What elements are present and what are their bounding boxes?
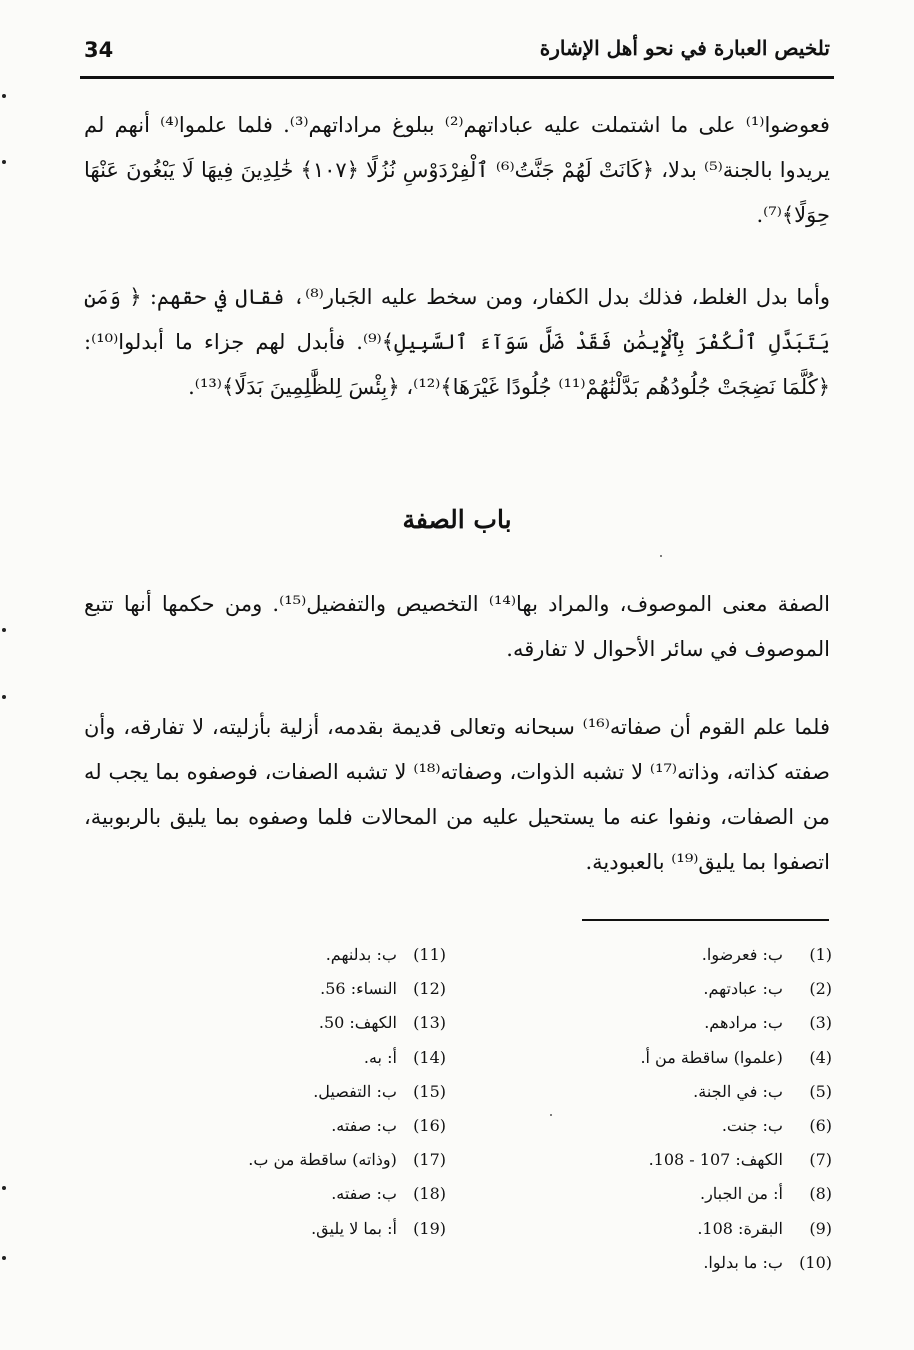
- footnote-number: (18): [413, 1184, 446, 1204]
- footnote-number: (8): [809, 1184, 832, 1204]
- paragraph-sifat-qawm: فلما علم القوم أن صفاته⁽¹⁶⁾ سبحانه وتعالى قديمة بقدمه، أزلية بأزليته، لا تفارقه، وأن صفته كذاته، وذاته⁽¹⁷⁾ لا تشبه الذوات، وصفاته⁽¹⁸⁾ لا تشبه الصفات، فوصفوه بما يجب له من الصفات، ونفوا عنه ما يستحيل عليه من المحالات فلما وصفوه بما يليق بالربوبية، اتصفوا بما يليق⁽¹⁹⁾ بالعبودية.: [84, 715, 830, 874]
- footnotes-right-column: [640, 938, 832, 1280]
- footnote-text: (علموا) ساقطة من أ.: [640, 1047, 783, 1067]
- footnote-item: [640, 1177, 832, 1211]
- scan-margin-mark: [2, 94, 6, 98]
- footnote-item: [640, 1075, 832, 1109]
- footnote-text: ب: صفته.: [331, 1184, 397, 1204]
- footnote-number: (5): [809, 1081, 832, 1101]
- footnote-item: [640, 1212, 832, 1246]
- scan-margin-mark: [2, 1256, 6, 1260]
- footnote-text: أ: من الجبار.: [699, 1184, 783, 1204]
- footnote-number: (6): [809, 1115, 832, 1135]
- footnote-text: ب: عبادتهم.: [703, 979, 783, 999]
- footnote-number: (12): [413, 979, 446, 999]
- footnote-number: (16): [413, 1115, 446, 1135]
- footnote-number: (11): [413, 945, 446, 964]
- footnote-number: (9): [809, 1218, 832, 1238]
- footnote-item: [640, 1109, 832, 1143]
- footnote-rule: [582, 919, 829, 921]
- footnote-item: [248, 1177, 446, 1211]
- paragraph-badal-ghalat: وأما بدل الغلط، فذلك بدل الكفار، ومن سخط عليه الجَبار⁽⁸⁾، فقال في حقهم: ﴿ وَمَن يَتَبَدَّلِ ٱلْكُفْرَ بِٱلْإِيمَٰنِ فَقَدْ ضَلَّ سَوَآءَ ٱلسَّبِيلِ﴾⁽⁹⁾. فأبدل لهم جزاء ما أبدلوا⁽¹⁰⁾: ﴿كُلَّمَا نَضِجَتْ جُلُودُهُم بَدَّلْنَٰهُمْ⁽¹¹⁾ جُلُودًا غَيْرَهَا﴾⁽¹²⁾، ﴿بِئْسَ لِلظَّٰلِمِينَ بَدَلًا﴾⁽¹³⁾.: [84, 285, 830, 399]
- footnote-item: [640, 938, 832, 972]
- scan-speck: [660, 555, 662, 557]
- footnote-number: (17): [413, 1150, 446, 1170]
- page-number: 34: [84, 38, 114, 62]
- footnote-item: [248, 938, 446, 972]
- footnote-item: [248, 1143, 446, 1177]
- footnote-text: الكهف: 107 - 108.: [648, 1150, 783, 1170]
- scan-margin-mark: [2, 160, 6, 164]
- running-title: تلخيص العبارة في نحو أهل الإشارة: [539, 36, 830, 60]
- paragraph-badal-kull: فعوضوا⁽¹⁾ على ما اشتملت عليه عباداتهم⁽²⁾ ببلوغ مراداتهم⁽³⁾. فلما علموا⁽⁴⁾ أنهم لم يريدوا بالجنة⁽⁵⁾ بدلا، ﴿كَانَتْ لَهُمْ جَنَّتُ⁽⁶⁾ ٱلْفِرْدَوْسِ نُزُلًا ﴿١٠٧﴾ خَٰلِدِينَ فِيهَا لَا يَبْغُونَ عَنْهَا حِوَلًا﴾⁽⁷⁾.: [84, 113, 830, 227]
- footnote-text: ب: ما بدلوا.: [703, 1252, 783, 1272]
- footnote-item: [640, 1246, 832, 1280]
- footnote-item: [248, 1109, 446, 1143]
- scan-margin-mark: [2, 628, 6, 632]
- footnote-item: [640, 1143, 832, 1177]
- footnote-text: النساء: 56.: [320, 979, 397, 999]
- footnote-number: (4): [809, 1047, 832, 1067]
- scan-margin-mark: [2, 1186, 6, 1190]
- footnote-text: (وذاته) ساقطة من ب.: [248, 1150, 397, 1170]
- footnote-text: الكهف: 50.: [318, 1013, 397, 1033]
- footnotes-left-column: [248, 938, 446, 1246]
- footnote-number: (13): [413, 1013, 446, 1033]
- footnote-text: ب: جنت.: [721, 1115, 783, 1135]
- footnote-number: (14): [413, 1047, 446, 1067]
- footnote-number: (10): [799, 1252, 832, 1272]
- footnote-text: ب: صفته.: [331, 1115, 397, 1135]
- footnote-item: [248, 1006, 446, 1040]
- footnote-number: (19): [413, 1218, 446, 1238]
- footnote-text: البقرة: 108.: [697, 1218, 783, 1238]
- footnote-number: (7): [809, 1150, 832, 1170]
- footnote-text: أ: به.: [363, 1047, 397, 1067]
- footnote-item: [248, 1212, 446, 1246]
- footnote-item: [640, 1041, 832, 1075]
- section-heading: باب الصفة: [402, 505, 512, 534]
- footnote-number: (1): [809, 945, 832, 964]
- footnote-item: [248, 972, 446, 1006]
- paragraph-sifa-definition: الصفة معنى الموصوف، والمراد بها⁽¹⁴⁾ التخصيص والتفضيل⁽¹⁵⁾. ومن حكمها أنها تتبع الموصوف في سائر الأحوال لا تفارقه.: [84, 592, 830, 661]
- footnote-text: أ: بما لا يليق.: [311, 1218, 397, 1238]
- footnote-item: [248, 1075, 446, 1109]
- footnote-item: [640, 1006, 832, 1040]
- footnote-number: (3): [809, 1013, 832, 1033]
- footnote-item: [640, 972, 832, 1006]
- footnote-number: (15): [413, 1081, 446, 1101]
- footnote-text: ب: مرادهم.: [704, 1013, 783, 1033]
- footnote-item: [248, 1041, 446, 1075]
- scan-speck: [550, 1114, 552, 1116]
- header-rule: [80, 76, 834, 79]
- footnote-text: ب: فعرضوا.: [701, 945, 783, 964]
- footnote-number: (2): [809, 979, 832, 999]
- footnote-text: ب: في الجنة.: [693, 1081, 783, 1101]
- footnote-text: ب: بدلنهم.: [325, 945, 397, 964]
- footnote-text: ب: التفصيل.: [313, 1081, 397, 1101]
- scan-margin-mark: [2, 695, 6, 699]
